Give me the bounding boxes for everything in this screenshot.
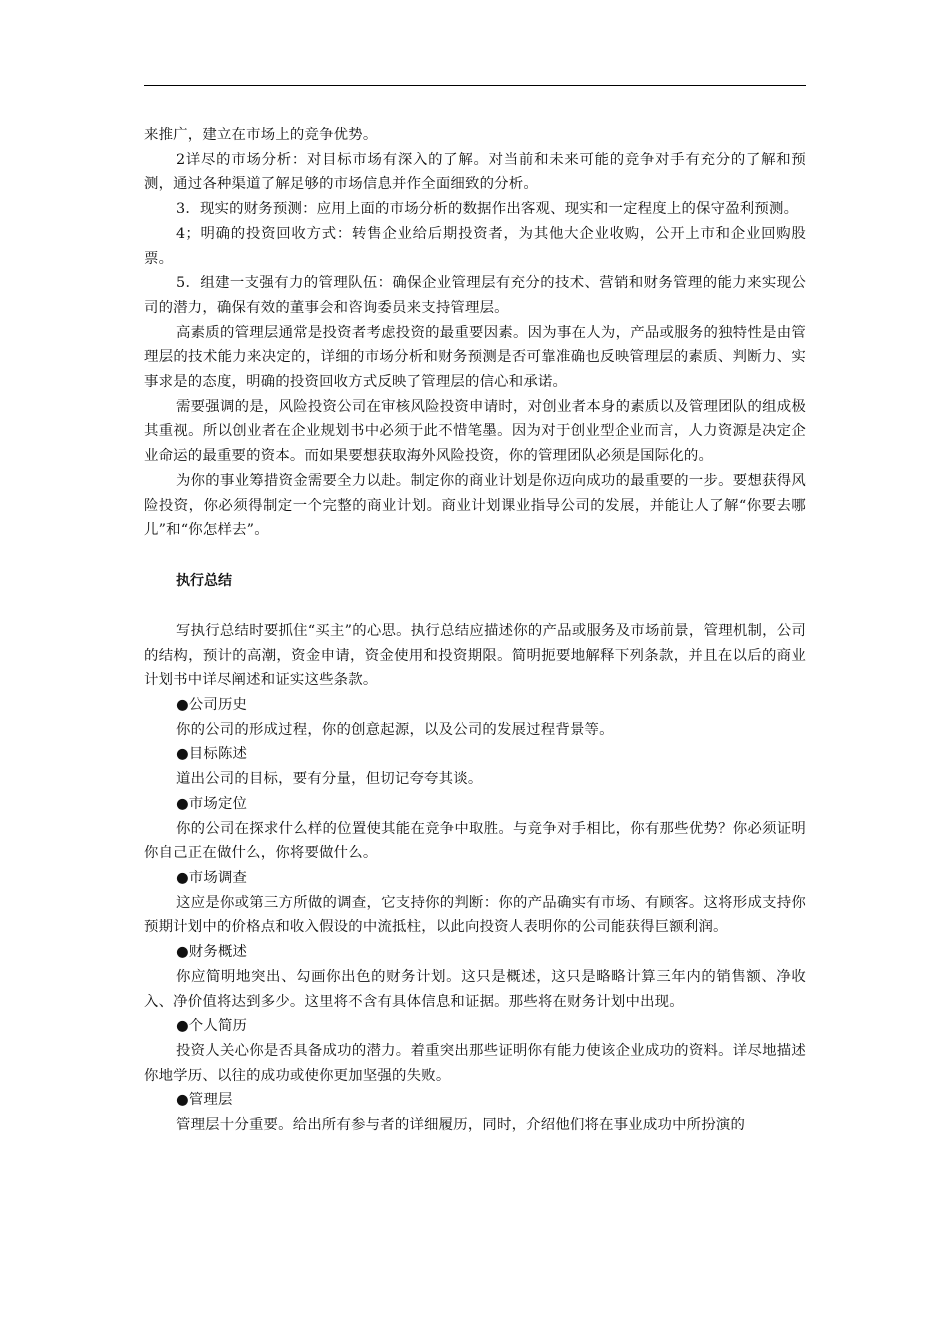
bullet-heading: ●市场定位 — [176, 795, 248, 812]
executive-summary-section — [144, 619, 806, 1138]
bullet-heading: ●财务概述 — [176, 944, 248, 961]
intro-section — [144, 123, 806, 543]
paragraph: 你的公司的形成过程，你的创意起源，以及公司的发展过程背景等。 — [176, 721, 614, 738]
paragraph: 5．组建一支强有力的管理队伍：确保企业管理层有充分的技术、营销和财务管理的能力来实现公司的潜力，确保有效的董事会和咨询委员来支持管理层。 — [144, 275, 806, 316]
page-content — [144, 123, 806, 1138]
paragraph: 3．现实的财务预测：应用上面的市场分析的数据作出客观、现实和一定程度上的保守盈利预测。 — [176, 201, 799, 218]
paragraph: 管理层十分重要。给出所有参与者的详细履历，同时，介绍他们将在事业成功中所扮演的 — [176, 1117, 746, 1134]
bullet-heading: ●管理层 — [176, 1092, 233, 1109]
paragraph: 为你的事业筹措资金需要全力以赴。制定你的商业计划是你迈向成功的最重要的一步。要想获得风险投资，你必须得制定一个完整的商业计划。商业计划课业指导公司的发展，并能让人了解“你要去哪儿”和“你怎样去”。 — [144, 472, 806, 539]
paragraph: 投资人关心你是否具备成功的潜力。着重突出那些证明你有能力使该企业成功的资料。详尽地描述你地学历、以往的成功或使你更加坚强的失败。 — [144, 1042, 806, 1084]
bullet-heading: ●个人简历 — [176, 1018, 248, 1035]
paragraph: 你的公司在探求什么样的位置使其能在竞争中取胜。与竞争对手相比，你有那些优势？你必须证明你自己正在做什么，你将要做什么。 — [144, 820, 806, 862]
paragraph: 4；明确的投资回收方式：转售企业给后期投资者，为其他大企业收购，公开上市和企业回购股票。 — [144, 225, 806, 267]
paragraph: 高素质的管理层通常是投资者考虑投资的最重要因素。因为事在人为，产品或服务的独特性是由管理层的技术能力来决定的，详细的市场分析和财务预测是否可靠准确也反映管理层的素质、判断力、实事求是的态度，明确的投资回收方式反映了管理层的信心和承诺。 — [144, 324, 806, 391]
paragraph: 2详尽的市场分析：对目标市场有深入的了解。对当前和未来可能的竞争对手有充分的了解和预测，通过各种渠道了解足够的市场信息并作全面细致的分析。 — [144, 151, 806, 193]
paragraph: 道出公司的目标，要有分量，但切记夸夸其谈。 — [176, 771, 483, 788]
header-rule — [144, 85, 806, 86]
paragraph: 写执行总结时要抓住“买主”的心思。执行总结应描述你的产品或服务及市场前景，管理机制，公司的结构，预计的高潮，资金申请，资金使用和投资期限。简明扼要地解释下列条款，并且在以后的商业计划书中详尽阐述和证实这些条款。 — [144, 622, 806, 689]
paragraph: 来推广，建立在市场上的竞争优势。 — [144, 127, 378, 143]
bullet-heading: ●市场调查 — [176, 869, 248, 886]
paragraph: 需要强调的是，风险投资公司在审核风险投资申请时，对创业者本身的素质以及管理团队的组成极其重视。所以创业者在企业规划书中必须于此不惜笔墨。因为对于创业型企业而言，人力资源是决定企业命运的最重要的资本。而如果要想获取海外风险投资，你的管理团队必须是国际化的。 — [144, 398, 806, 465]
bullet-heading: ●公司历史 — [176, 697, 248, 714]
section-heading: 执行总结 — [176, 572, 232, 589]
paragraph: 你应简明地突出、勾画你出色的财务计划。这只是概述，这只是略略计算三年内的销售额、净收入、净价值将达到多少。这里将不含有具体信息和证据。那些将在财务计划中出现。 — [144, 968, 806, 1010]
paragraph: 这应是你或第三方所做的调查，它支持你的判断：你的产品确实有市场、有顾客。这将形成支持你预期计划中的价格点和收入假设的中流抵柱，以此向投资人表明你的公司能获得巨额利润。 — [144, 894, 806, 936]
bullet-heading: ●目标陈述 — [176, 746, 248, 763]
